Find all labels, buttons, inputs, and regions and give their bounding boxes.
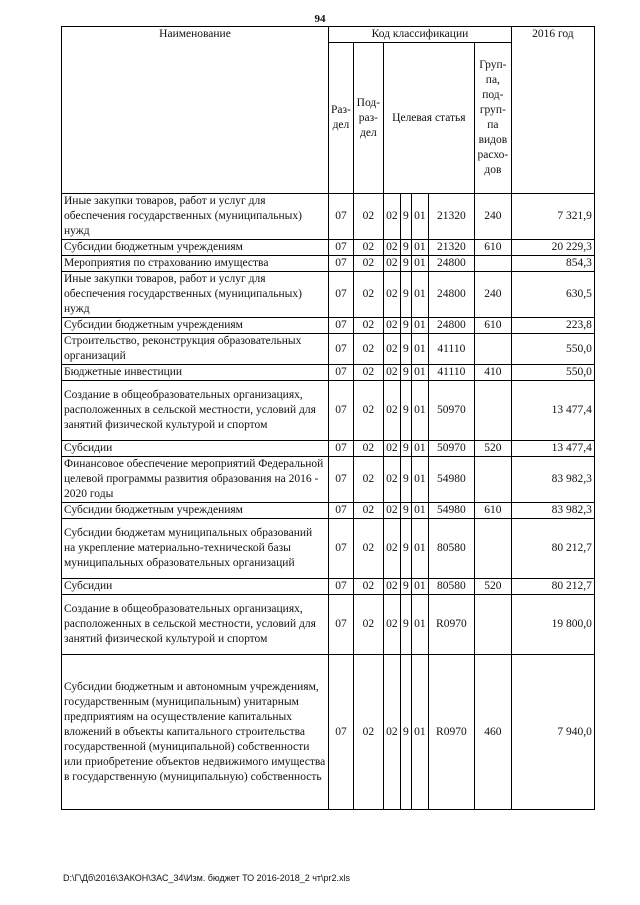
cell-t4: 24800 — [428, 318, 474, 334]
cell-t2: 9 — [400, 381, 411, 441]
cell-grp — [474, 519, 511, 579]
cell-grp: 610 — [474, 240, 511, 256]
cell-sum: 550,0 — [511, 365, 594, 381]
table-row — [62, 519, 595, 579]
table-row — [62, 194, 595, 240]
cell-sum: 83 982,3 — [511, 457, 594, 503]
header-section: Раз- дел — [329, 43, 354, 194]
cell-grp: 410 — [474, 365, 511, 381]
cell-name: Субсидии бюджетным и автономным учреждениям, государственным (муниципальным) унитарным предприятиям на осуществление капитальных вложений в объекты капитального строительства государственной (муниципальной) собственности или приобретение объектов недвижимого имущества в государственную (муниципальную) собственность — [62, 655, 329, 810]
cell-t2: 9 — [400, 457, 411, 503]
cell-sub: 02 — [353, 256, 383, 272]
cell-t1: 02 — [383, 256, 400, 272]
cell-name: Мероприятия по страхованию имущества — [62, 256, 329, 272]
cell-name: Создание в общеобразовательных организациях, расположенных в сельской местности, условий для занятий физической культурой и спортом — [62, 381, 329, 441]
cell-t3: 01 — [411, 519, 428, 579]
cell-sec: 07 — [329, 381, 354, 441]
cell-t3: 01 — [411, 579, 428, 595]
cell-sub: 02 — [353, 381, 383, 441]
cell-sub: 02 — [353, 318, 383, 334]
cell-t2: 9 — [400, 579, 411, 595]
cell-name: Субсидии бюджетным учреждениям — [62, 503, 329, 519]
cell-t1: 02 — [383, 519, 400, 579]
cell-grp — [474, 381, 511, 441]
file-path-footer: D:\Г\Дб\2016\ЗАКОН\ЗАС_34\Изм. бюджет ТО 2016-2018_2 чт\pr2.xls — [63, 873, 351, 883]
cell-t4: 24800 — [428, 272, 474, 318]
cell-t2: 9 — [400, 334, 411, 365]
cell-name: Субсидии бюджетам муниципальных образований на укрепление материально-технической базы муниципальных образовательных организаций — [62, 519, 329, 579]
cell-sum: 20 229,3 — [511, 240, 594, 256]
cell-sec: 07 — [329, 272, 354, 318]
cell-t3: 01 — [411, 194, 428, 240]
cell-name: Строительство, реконструкция образовательных организаций — [62, 334, 329, 365]
cell-sum: 80 212,7 — [511, 519, 594, 579]
cell-sum: 223,8 — [511, 318, 594, 334]
cell-t3: 01 — [411, 334, 428, 365]
cell-sec: 07 — [329, 595, 354, 655]
cell-name: Иные закупки товаров, работ и услуг для обеспечения государственных (муниципальных) нужд — [62, 272, 329, 318]
cell-sum: 13 477,4 — [511, 381, 594, 441]
cell-sum: 19 800,0 — [511, 595, 594, 655]
table-row — [62, 441, 595, 457]
cell-t3: 01 — [411, 256, 428, 272]
cell-t4: 54980 — [428, 503, 474, 519]
table-row — [62, 655, 595, 810]
cell-sum: 854,3 — [511, 256, 594, 272]
cell-sum: 7 321,9 — [511, 194, 594, 240]
cell-t4: 41110 — [428, 334, 474, 365]
cell-sub: 02 — [353, 519, 383, 579]
cell-grp: 240 — [474, 272, 511, 318]
header-target: Целевая статья — [383, 43, 474, 194]
table-row — [62, 318, 595, 334]
cell-t2: 9 — [400, 441, 411, 457]
cell-name: Финансовое обеспечение мероприятий Федеральной целевой программы развития образования на 2016 - 2020 годы — [62, 457, 329, 503]
cell-grp — [474, 256, 511, 272]
cell-t4: R0970 — [428, 655, 474, 810]
table-row — [62, 272, 595, 318]
cell-sec: 07 — [329, 457, 354, 503]
cell-t2: 9 — [400, 365, 411, 381]
cell-sub: 02 — [353, 194, 383, 240]
cell-name: Субсидии — [62, 441, 329, 457]
cell-t4: 21320 — [428, 240, 474, 256]
cell-t2: 9 — [400, 256, 411, 272]
cell-sum: 83 982,3 — [511, 503, 594, 519]
cell-t1: 02 — [383, 595, 400, 655]
cell-grp: 520 — [474, 441, 511, 457]
cell-t3: 01 — [411, 365, 428, 381]
header-name: Наименование — [62, 27, 329, 194]
cell-sec: 07 — [329, 503, 354, 519]
cell-sec: 07 — [329, 519, 354, 579]
cell-sec: 07 — [329, 256, 354, 272]
cell-t2: 9 — [400, 503, 411, 519]
cell-t3: 01 — [411, 655, 428, 810]
cell-grp: 460 — [474, 655, 511, 810]
cell-t4: 80580 — [428, 519, 474, 579]
cell-sub: 02 — [353, 365, 383, 381]
cell-sec: 07 — [329, 194, 354, 240]
cell-grp: 520 — [474, 579, 511, 595]
table-row — [62, 334, 595, 365]
cell-sec: 07 — [329, 365, 354, 381]
table-row — [62, 503, 595, 519]
cell-t3: 01 — [411, 318, 428, 334]
cell-t1: 02 — [383, 194, 400, 240]
header-group: Груп- па, под- груп- па видов расхо- дов — [474, 43, 511, 194]
cell-t4: 21320 — [428, 194, 474, 240]
table-row — [62, 595, 595, 655]
cell-t3: 01 — [411, 272, 428, 318]
cell-sec: 07 — [329, 240, 354, 256]
cell-t4: R0970 — [428, 595, 474, 655]
cell-t1: 02 — [383, 441, 400, 457]
cell-sec: 07 — [329, 334, 354, 365]
cell-sec: 07 — [329, 441, 354, 457]
cell-sub: 02 — [353, 579, 383, 595]
cell-sum: 630,5 — [511, 272, 594, 318]
cell-sub: 02 — [353, 503, 383, 519]
cell-name: Субсидии бюджетным учреждениям — [62, 240, 329, 256]
header-classification: Код классификации — [329, 27, 512, 43]
cell-t1: 02 — [383, 381, 400, 441]
cell-t4: 54980 — [428, 457, 474, 503]
cell-t2: 9 — [400, 655, 411, 810]
cell-name: Субсидии — [62, 579, 329, 595]
cell-sec: 07 — [329, 579, 354, 595]
cell-sub: 02 — [353, 457, 383, 503]
cell-name: Создание в общеобразовательных организациях, расположенных в сельской местности, условий для занятий физической культурой и спортом — [62, 595, 329, 655]
cell-sec: 07 — [329, 318, 354, 334]
cell-t3: 01 — [411, 503, 428, 519]
cell-t1: 02 — [383, 579, 400, 595]
cell-t1: 02 — [383, 457, 400, 503]
cell-name: Бюджетные инвестиции — [62, 365, 329, 381]
cell-grp: 610 — [474, 503, 511, 519]
cell-t3: 01 — [411, 441, 428, 457]
table-row — [62, 240, 595, 256]
table-row — [62, 365, 595, 381]
cell-sec: 07 — [329, 655, 354, 810]
cell-grp — [474, 595, 511, 655]
cell-sum: 550,0 — [511, 334, 594, 365]
cell-sub: 02 — [353, 595, 383, 655]
cell-sum: 80 212,7 — [511, 579, 594, 595]
cell-sub: 02 — [353, 655, 383, 810]
cell-name: Субсидии бюджетным учреждениям — [62, 318, 329, 334]
cell-t2: 9 — [400, 240, 411, 256]
cell-t1: 02 — [383, 503, 400, 519]
cell-t2: 9 — [400, 318, 411, 334]
cell-t3: 01 — [411, 457, 428, 503]
cell-t4: 41110 — [428, 365, 474, 381]
cell-sub: 02 — [353, 240, 383, 256]
cell-t1: 02 — [383, 272, 400, 318]
cell-t4: 50970 — [428, 381, 474, 441]
cell-t2: 9 — [400, 272, 411, 318]
cell-t4: 80580 — [428, 579, 474, 595]
cell-grp — [474, 457, 511, 503]
cell-sum: 7 940,0 — [511, 655, 594, 810]
cell-t1: 02 — [383, 240, 400, 256]
cell-t4: 50970 — [428, 441, 474, 457]
table-row — [62, 256, 595, 272]
table-row — [62, 457, 595, 503]
cell-sum: 13 477,4 — [511, 441, 594, 457]
cell-t4: 24800 — [428, 256, 474, 272]
cell-t2: 9 — [400, 194, 411, 240]
table-row — [62, 579, 595, 595]
cell-t1: 02 — [383, 365, 400, 381]
cell-sub: 02 — [353, 272, 383, 318]
cell-t2: 9 — [400, 595, 411, 655]
table-row — [62, 381, 595, 441]
cell-grp: 610 — [474, 318, 511, 334]
cell-t1: 02 — [383, 655, 400, 810]
cell-t3: 01 — [411, 595, 428, 655]
header-year: 2016 год — [511, 27, 594, 194]
cell-t2: 9 — [400, 519, 411, 579]
cell-t1: 02 — [383, 334, 400, 365]
cell-grp — [474, 334, 511, 365]
budget-table — [61, 26, 595, 810]
cell-t3: 01 — [411, 240, 428, 256]
cell-t1: 02 — [383, 318, 400, 334]
cell-sub: 02 — [353, 334, 383, 365]
header-subsection: Под- раз- дел — [353, 43, 383, 194]
cell-grp: 240 — [474, 194, 511, 240]
cell-sub: 02 — [353, 441, 383, 457]
cell-t3: 01 — [411, 381, 428, 441]
cell-name: Иные закупки товаров, работ и услуг для обеспечения государственных (муниципальных) нужд — [62, 194, 329, 240]
page-number: 94 — [314, 13, 326, 25]
